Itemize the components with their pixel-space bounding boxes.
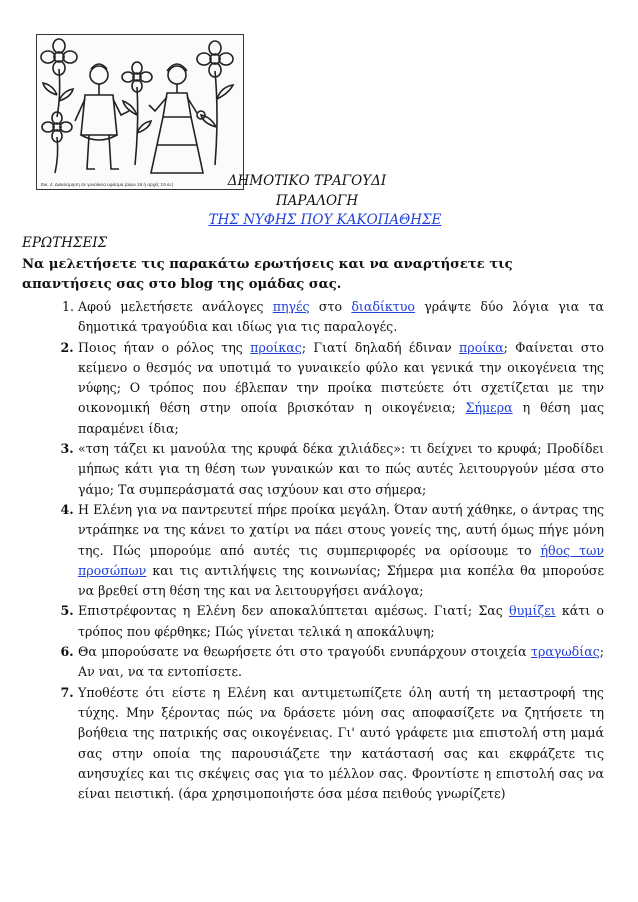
question-link[interactable]: τραγωδίας [531, 644, 600, 660]
question-link[interactable]: προίκα [459, 339, 504, 355]
question-text: και τις αντιλήψεις της κοινωνίας; Σήμερα μια κοπέλα θα μπορούσε να βρεθεί στη θέση της και να λειτουργήσει ανάλογα; [78, 562, 604, 599]
question-item [78, 683, 604, 805]
question-text: Υποθέστε ότι είστε η Ελένη και αντιμετωπίζετε όλη αυτή τη μεταστροφή της τύχης. Μην ξέροντας πώς να δράσετε μόνη σας αποφασίζετε να ζητήσετε τη βοήθεια της πατρικής σας οικογένειας. Γι' αυτό γράφετε μια επιστολή στη μαμά σας στην οποία της παρουσιάζετε την κατάστασή σας και εκφράζετε τις ανησυχίες και τις σκέψεις σας για το μέλλον σας. Φροντίστε η επιστολή σας να είναι πειστική. (άρα χρησιμοποιήστε όσα μέσα πειθούς γνωρίζετε) [78, 684, 604, 802]
questions-list [22, 297, 604, 804]
question-item [78, 439, 604, 500]
question-link[interactable]: προίκας [250, 339, 302, 355]
folk-embroidery-illustration [36, 34, 244, 190]
question-text: Επιστρέφοντας η Ελένη δεν αποκαλύπτεται αμέσως. Γιατί; Σας [78, 603, 510, 619]
question-text: στο [309, 299, 352, 314]
question-text: «τση τάζει κι μανούλα της κρυφά δέκα χιλιάδες»: τι δείχνει το κρυφά; Προδίδει μήπως κάτι για τη θέση των γυναικών και το πώς αυτές λειτουργούν μέσα στο γάμο; Τα συμπεράσματά σας ισχύουν και στο σήμερα; [78, 441, 604, 497]
instructions-text: Να μελετήσετε τις παρακάτω ερωτήσεις και να αναρτήσετε τις απαντήσεις σας στο blog της ομάδας σας. [22, 257, 513, 292]
question-item [78, 297, 604, 338]
type-title: ΠΑΡΑΛΟΓΗ [275, 193, 359, 209]
question-text: ; Αν ναι, να τα εντοπίσετε. [78, 644, 604, 680]
question-link[interactable]: θυμίζει [509, 603, 556, 619]
male-figure [75, 64, 129, 169]
genre-title: ΔΗΜΟΤΙΚΟ ΤΡΑΓΟΥΔΙ [227, 173, 387, 189]
question-text: γράψτε δύο λόγια για τα δημοτικά τραγούδια και ιδίως για τις παραλογές. [78, 299, 604, 335]
illustration-caption: Εικ. 4. Διακόσμηση σε γυναίκειο υφάσμα (αιών 18 ή αρχές 19 αι.) [41, 182, 174, 187]
song-title-link[interactable]: ΤΗΣ ΝΥΦΗΣ ΠΟΥ ΚΑΚΟΠΑΘΗΣΕ [208, 212, 442, 228]
question-text: ; Γιατί δηλαδή έδιναν [301, 339, 460, 355]
question-text: ; Φαίνεται στο κείμενο ο θεσμός να υποτιμά το γυναικείο φύλο και γενικά την οικογένεια της νύφης; Ο τρόπος που έβλεπαν την προίκα πιστεύετε ότι σχετίζεται με την οικονομική θέση στην οποία βρισκόταν η οικογένεια; [78, 339, 604, 416]
question-link[interactable]: πηγές [272, 299, 310, 314]
question-text: Ποιος ήταν ο ρόλος της [78, 339, 251, 355]
question-link[interactable]: Σήμερα [465, 400, 513, 416]
question-text: κάτι ο τρόπος που φέρθηκε; Πώς γίνεται τελικά η αποκάλυψη; [78, 603, 604, 639]
questions-heading: ΕΡΩΤΗΣΕΙΣ [22, 235, 108, 251]
question-link[interactable]: διαδίκτυο [351, 299, 415, 314]
question-item [78, 338, 604, 439]
question-item [78, 601, 604, 642]
question-link[interactable]: ήθος των προσώπων [78, 542, 604, 578]
question-text: Αφού μελετήσετε ανάλογες [78, 299, 273, 314]
question-item [78, 500, 604, 601]
embroidery-drawing [37, 35, 243, 189]
question-text: η θέση μας παραμένει ίδια; [78, 400, 605, 436]
female-figure [149, 64, 205, 173]
question-item [78, 642, 604, 683]
question-text: Θα μπορούσατε να θεωρήσετε ότι στο τραγούδι ενυπάρχουν στοιχεία [78, 644, 531, 660]
question-text: Η Ελένη για να παντρευτεί πήρε προίκα μεγάλη. Όταν αυτή χάθηκε, ο άντρας της ντράπηκε να της κάνει το χατίρι να πάει στους γονείς της, αυτή όμως πήγε μόνη της. Πώς μπορούμε από αυτές τις συμπεριφορές να ορίσουμε το [78, 501, 604, 558]
